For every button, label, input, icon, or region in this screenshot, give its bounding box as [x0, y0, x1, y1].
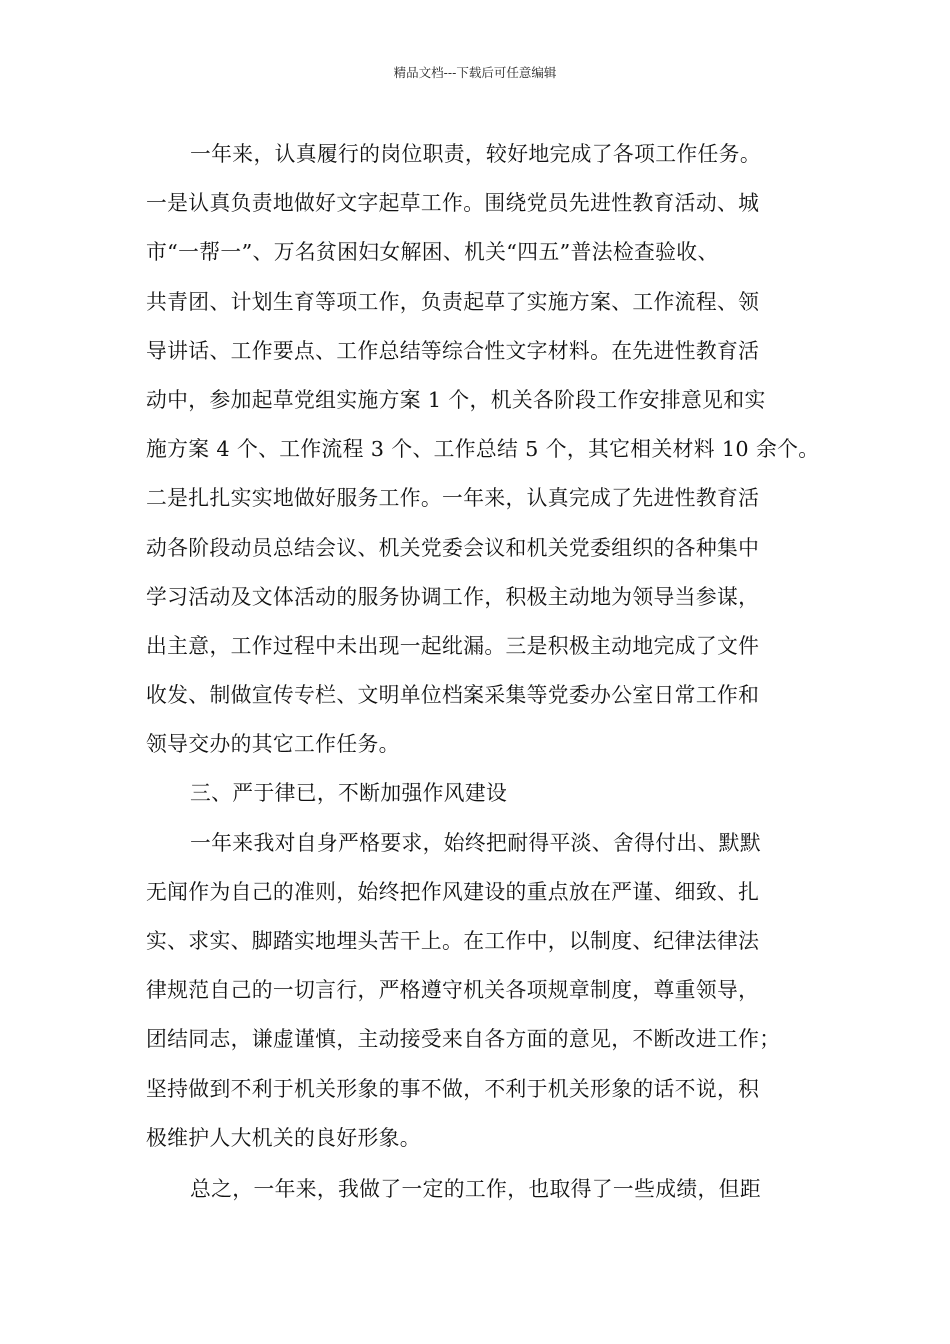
text-line-9: 动各阶段动员总结会议、机关党委会议和机关党委组织的各种集中: [146, 535, 760, 560]
text-line-3: 市“一帮一”、万名贫困妇女解困、机关“四五”普法检查验收、: [146, 240, 719, 265]
text-line-5: 导讲话、工作要点、工作总结等综合性文字材料。在先进性教育活: [146, 338, 760, 363]
text-line-10: 学习活动及文体活动的服务协调工作，积极主动地为领导当参谋，: [146, 584, 760, 609]
text-line-15: 一年来我对自身严格要求，始终把耐得平淡、舍得付出、默默: [190, 830, 761, 855]
text-line-18: 律规范自己的一切言行，严格遵守机关各项规章制度，尊重领导，: [146, 978, 760, 1003]
text-line-7: 施方案 4 个、工作流程 3 个、工作总结 5 个，其它相关材料 10 余个。: [146, 437, 820, 462]
text-line-1: 一年来，认真履行的岗位职责，较好地完成了各项工作任务。: [190, 142, 761, 166]
page-header: 精品文档---下载后可任意编辑: [393, 65, 557, 80]
text-line-11: 出主意，工作过程中未出现一起纰漏。三是积极主动地完成了文件: [146, 633, 760, 658]
text-line-17: 实、求实、脚踏实地埋头苦干上。在工作中，以制度、纪律法律法: [146, 929, 760, 953]
text-line-16: 无闻作为自己的准则，始终把作风建设的重点放在严谨、细致、扎: [146, 879, 760, 904]
text-line-6: 动中，参加起草党组实施方案 1 个，机关各阶段工作安排意见和实: [146, 387, 766, 412]
text-line-2: 一是认真负责地做好文字起草工作。围绕党员先进性教育活动、城: [146, 191, 760, 216]
document-body: [146, 130, 826, 1214]
text-line-4: 共青团、计划生育等项工作，负责起草了实施方案、工作流程、领: [146, 289, 760, 314]
text-line-22: 总之，一年来，我做了一定的工作，也取得了一些成绩，但距: [190, 1176, 761, 1201]
section-heading: 三、严于律已，不断加强作风建设: [190, 781, 508, 806]
text-line-12: 收发、制做宣传专栏、文明单位档案采集等党委办公室日常工作和: [146, 683, 760, 708]
text-line-21: 极维护人大机关的良好形象。: [146, 1125, 421, 1150]
text-line-19: 团结同志，谦虚谨慎，主动接受来自各方面的意见，不断改进工作；: [146, 1027, 781, 1052]
text-line-8: 二是扎扎实实地做好服务工作。一年来，认真完成了先进性教育活: [146, 486, 760, 511]
text-line-13: 领导交办的其它工作任务。: [146, 732, 400, 757]
text-line-20: 坚持做到不利于机关形象的事不做，不利于机关形象的话不说，积: [146, 1076, 760, 1101]
